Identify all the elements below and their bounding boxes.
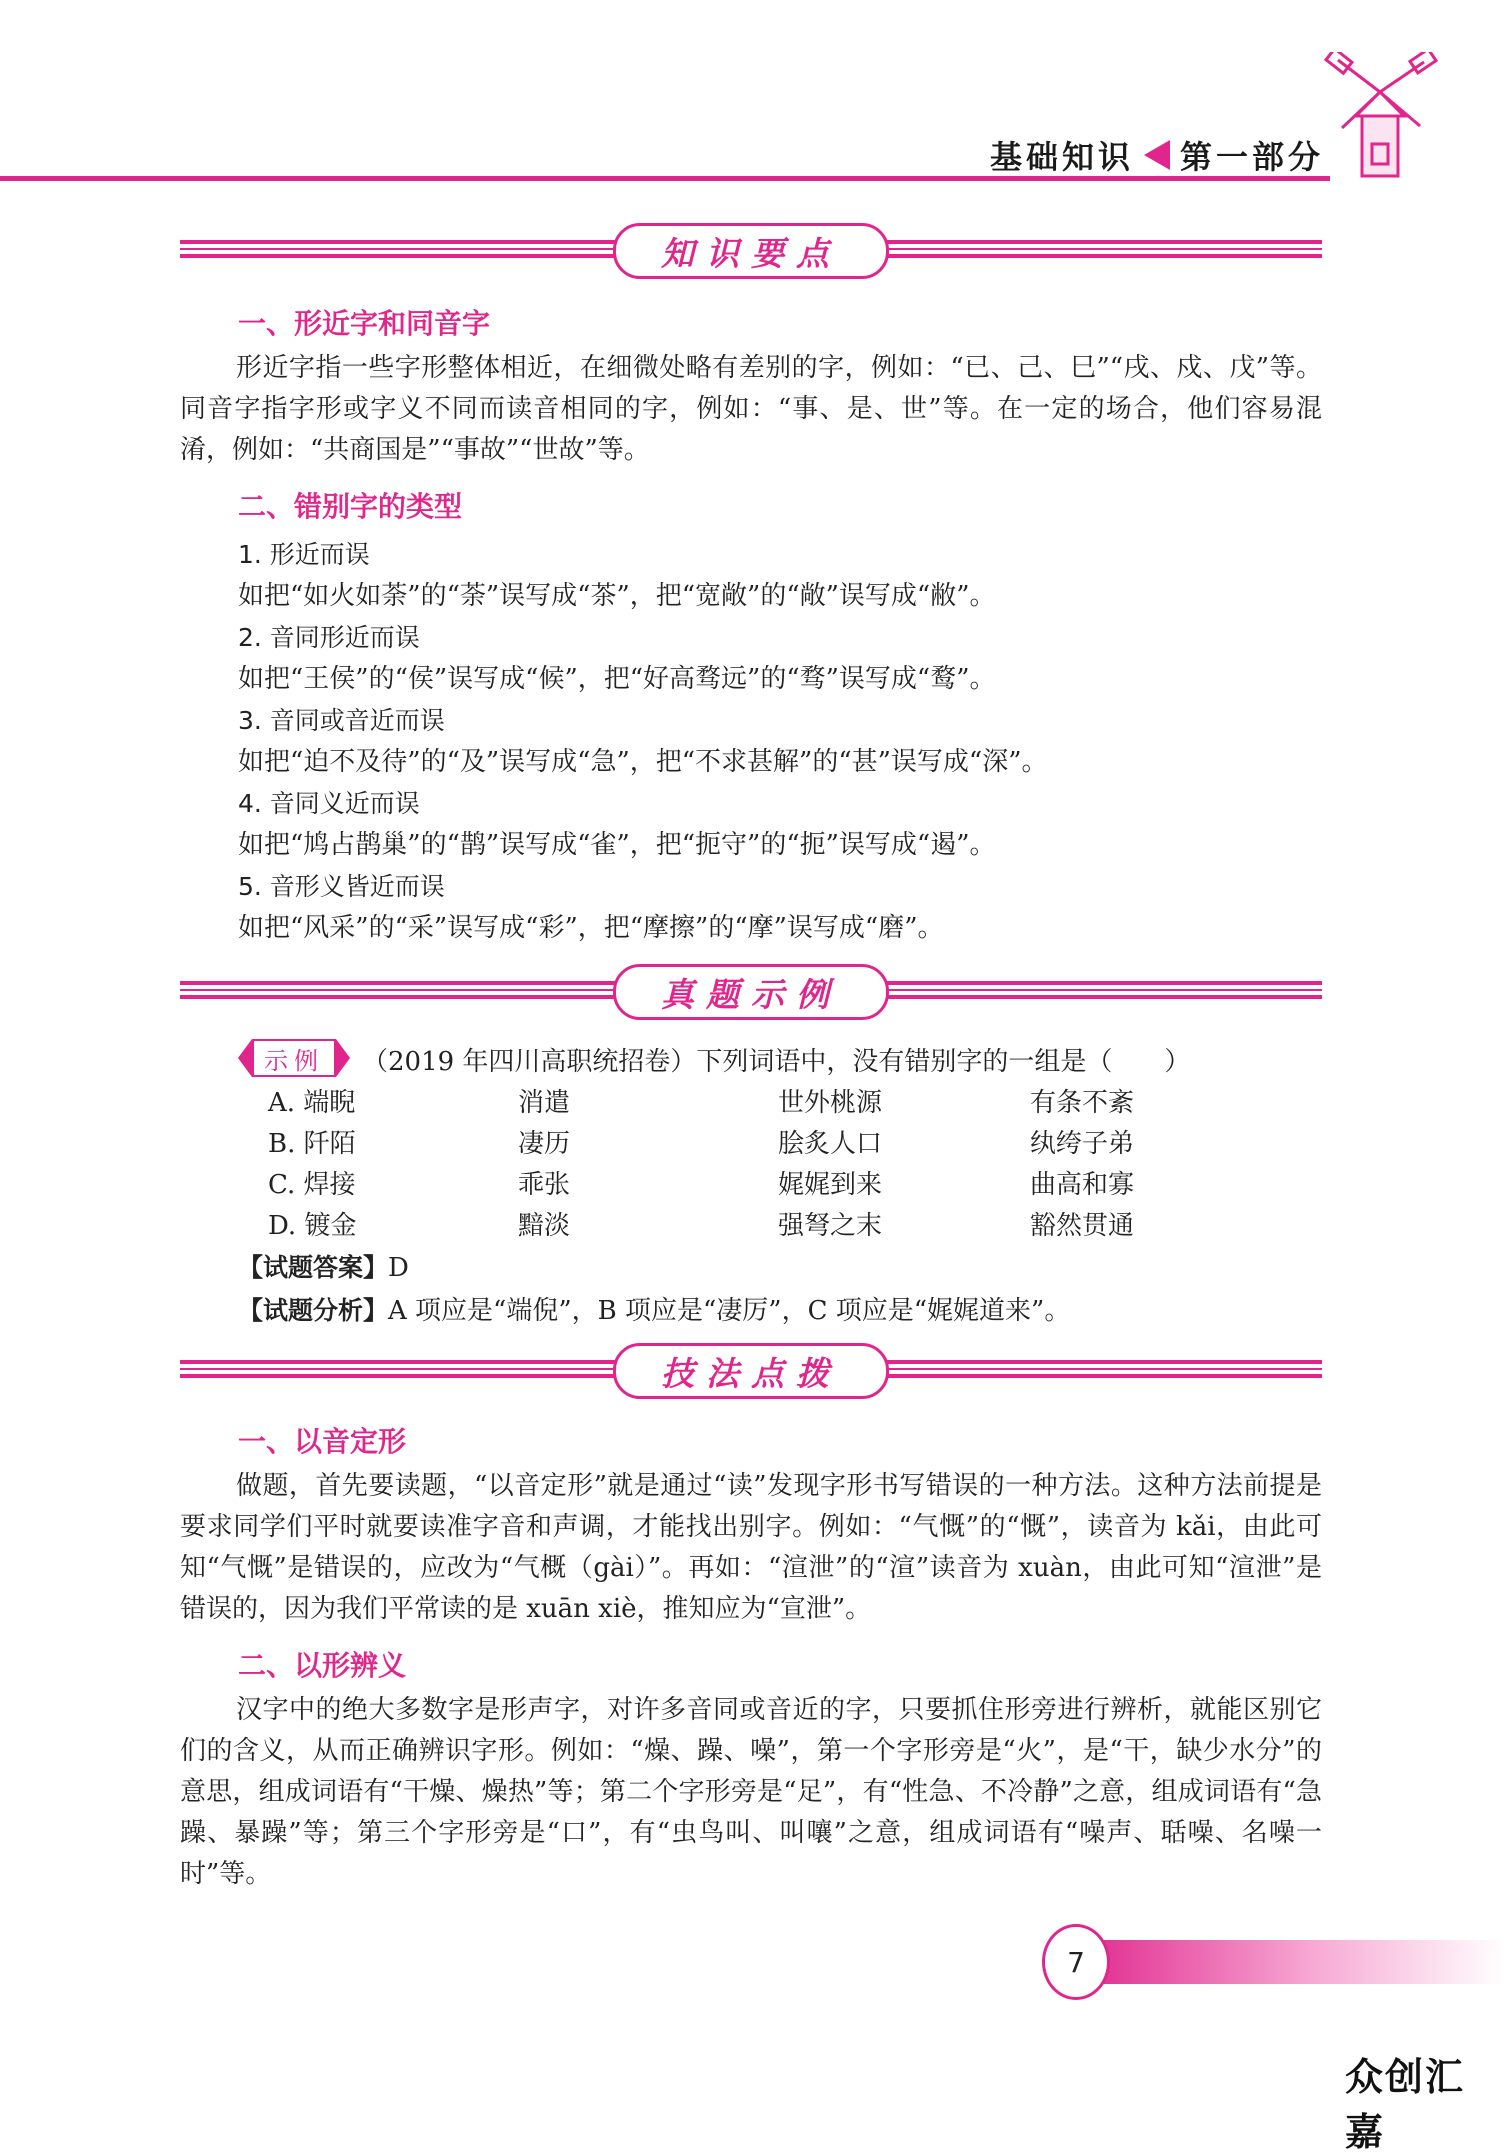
option-cell: 凄历 (518, 1129, 571, 1159)
banner-title: 真题示例 (661, 974, 841, 1014)
type-example: 如把“如火如荼”的“荼”误写成“茶”，把“宽敞”的“敞”误写成“敝”。 (238, 581, 996, 611)
section-banner-knowledge (180, 225, 1322, 275)
type-title: 3. 音同或音近而误 (238, 706, 445, 735)
option-cell: 曲高和寡 (1030, 1170, 1135, 1200)
analysis-line (238, 1290, 1070, 1327)
heading-form-to-meaning: 二、以形辨义 (238, 1649, 407, 1682)
analysis-label: 【试题分析】 (238, 1296, 389, 1325)
option-cell: C. 焊接 (268, 1170, 356, 1200)
example-question: （2019 年四川高职统招卷）下列词语中，没有错别字的一组是（ ） (362, 1047, 1191, 1077)
option-grid (0, 1082, 1504, 1252)
answer-value: D (388, 1253, 409, 1283)
heading-sound-to-form: 一、以音定形 (238, 1425, 407, 1458)
answer-line (238, 1248, 409, 1284)
option-cell: 有条不紊 (1030, 1088, 1135, 1118)
watermark: 众创汇嘉 (1345, 2055, 1466, 2154)
type-title: 1. 形近而误 (238, 540, 370, 569)
banner-title: 技法点拨 (661, 1353, 841, 1393)
header-right: 第一部分 (1179, 138, 1324, 176)
tag-arrow-right-icon (336, 1039, 350, 1077)
option-cell: 脍炙人口 (778, 1129, 883, 1159)
option-cell: 世外桃源 (778, 1088, 883, 1118)
type-title: 4. 音同义近而误 (238, 789, 420, 818)
type-example: 如把“风采”的“采”误写成“彩”，把“摩擦”的“摩”误写成“磨”。 (238, 913, 944, 943)
banner-title: 知识要点 (661, 233, 841, 273)
type-title: 5. 音形义皆近而误 (238, 872, 445, 901)
header-left: 基础知识 (989, 138, 1134, 176)
option-cell: D. 镀金 (268, 1211, 357, 1241)
page-number: 7 (1042, 1924, 1110, 2000)
option-cell: 娓娓到来 (778, 1170, 883, 1200)
option-cell: 豁然贯通 (1030, 1211, 1135, 1241)
paragraph-sound-to-form: 做题，首先要读题，“以音定形”就是通过“读”发现字形书写错误的一种方法。这种方法前提是要求同学们平时就要读准字音和声调，才能找出别字。例如：“气慨”的“慨”，读音为 kǎi，由此可知“气慨”是错误的，应改为“气概（gài）”。再如：“渲泄”的“渲”读音为 xuàn，由此可知“渲泄”是错误的，因为我们平常读的是 xuān xiè，推知应为“宣泄”。 (180, 1471, 1322, 1624)
option-cell: 乖张 (518, 1170, 571, 1200)
running-header (990, 132, 1324, 178)
option-cell: A. 端睨 (268, 1088, 356, 1118)
option-cell: 纨绔子弟 (1030, 1129, 1135, 1159)
arrow-left-icon (1144, 140, 1170, 170)
banner-pill (613, 223, 889, 279)
section-banner-skills (180, 1345, 1322, 1395)
answer-label: 【试题答案】 (238, 1253, 389, 1282)
type-title: 2. 音同形近而误 (238, 623, 420, 652)
type-example: 如把“迫不及待”的“及”误写成“急”，把“不求甚解”的“甚”误写成“深”。 (238, 747, 1048, 777)
type-example: 如把“鸠占鹊巢”的“鹊”误写成“雀”，把“扼守”的“扼”误写成“遏”。 (238, 830, 996, 860)
option-cell: B. 阡陌 (268, 1129, 356, 1159)
paragraph-similar-chars: 形近字指一些字形整体相近，在细微处略有差别的字，例如：“已、己、巳”“戌、戍、戊”等。同音字指字形或字义不同而读音相同的字，例如：“事、是、世”等。在一定的场合，他们容易混淆，例如：“共商国是”“事故”“世故”等。 (180, 353, 1322, 465)
example-tag (238, 1039, 350, 1077)
option-cell: 消遣 (518, 1088, 571, 1118)
windmill-icon (1320, 52, 1440, 187)
option-cell: 黯淡 (518, 1211, 571, 1241)
option-cell: 强弩之末 (778, 1211, 883, 1241)
paragraph-form-to-meaning: 汉字中的绝大多数字是形声字，对许多音同或音近的字，只要抓住形旁进行辨析，就能区别它们的含义，从而正确辨识字形。例如：“燥、躁、噪”，第一个字形旁是“火”，是“干，缺少水分”的意思，组成词语有“干燥、燥热”等；第二个字形旁是“足”，有“性急、不冷静”之意，组成词语有“急躁、暴躁”等；第三个字形旁是“口”，有“虫鸟叫、叫嚷”之意，组成词语有“噪声、聒噪、名噪一时”等。 (180, 1695, 1322, 1889)
banner-pill (613, 1343, 889, 1399)
type-example: 如把“王侯”的“侯”误写成“候”，把“好高骛远”的“骛”误写成“鹜”。 (238, 664, 996, 694)
example-tag-label: 示例 (252, 1039, 336, 1077)
heading-error-types: 二、错别字的类型 (238, 490, 463, 523)
section-banner-real (180, 966, 1322, 1016)
banner-pill (613, 964, 889, 1020)
heading-similar-chars: 一、形近字和同音字 (238, 307, 491, 340)
tag-arrow-left-icon (238, 1039, 252, 1077)
analysis-text: A 项应是“端倪”，B 项应是“凄厉”，C 项应是“娓娓道来”。 (388, 1296, 1071, 1326)
page-number-bar (1075, 1940, 1504, 1984)
